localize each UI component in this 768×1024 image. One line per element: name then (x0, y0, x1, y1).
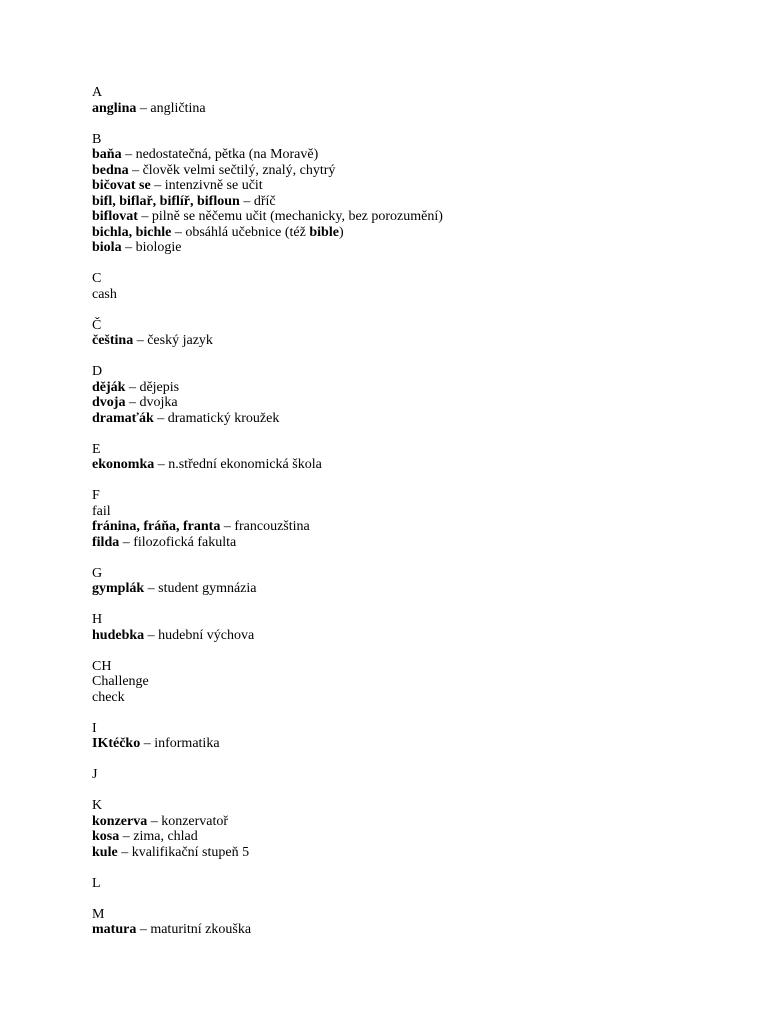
glossary-section (92, 85, 768, 116)
entry-definition: check (92, 689, 125, 705)
glossary-entry (92, 240, 768, 256)
entry-definition: – filozofická fakulta (119, 534, 237, 550)
section-letter: H (92, 612, 103, 627)
entry-definition: – biologie (121, 240, 182, 255)
entry-definition: – hudební výchova (144, 627, 255, 643)
glossary-entry (92, 457, 768, 473)
glossary-entry (92, 225, 768, 241)
section-letter: D (92, 364, 103, 379)
glossary-section (92, 721, 768, 752)
glossary-section (92, 566, 768, 597)
glossary-entry (92, 581, 768, 597)
entry-term: biflovat (92, 209, 138, 224)
entry-term: bichla, bichle (92, 224, 172, 240)
entry-term: čeština (92, 333, 134, 348)
section-letter: K (92, 798, 103, 813)
entry-term: bifl, biflař, biflíř, bifloun (92, 193, 240, 209)
glossary-entry (92, 395, 768, 411)
entry-term: biola (92, 240, 122, 255)
glossary-section (92, 907, 768, 938)
glossary-entry (92, 178, 768, 194)
section-letter: M (92, 906, 105, 922)
entry-definition: – člověk velmi sečtilý, znalý, chytrý (128, 162, 336, 178)
glossary-entry (92, 519, 768, 535)
entry-term: ekonomka (92, 457, 155, 472)
glossary-section (92, 318, 768, 349)
entry-term: dramaťák (92, 410, 154, 426)
entry-definition: – informatika (140, 736, 220, 751)
glossary-entry (92, 829, 768, 845)
entry-term: IKtéčko (92, 736, 141, 751)
glossary-section (92, 488, 768, 550)
glossary-entry (92, 163, 768, 179)
glossary-section (92, 612, 768, 643)
glossary-entry (92, 535, 768, 551)
glossary-section (92, 442, 768, 473)
glossary-section (92, 364, 768, 426)
glossary-entry (92, 922, 768, 938)
glossary-entry (92, 194, 768, 210)
entry-definition: – n.střední ekonomická škola (154, 457, 322, 472)
entry-term: gymplák (92, 581, 145, 596)
entry-definition: – nedostatečná, pětka (na Moravě) (121, 147, 319, 162)
entry-term: konzerva (92, 813, 148, 829)
section-letter: I (92, 720, 97, 736)
glossary-section (92, 798, 768, 860)
section-letter: CH (92, 658, 112, 674)
entry-term: hudebka (92, 627, 145, 643)
section-letter: E (92, 441, 101, 457)
entry-term: baňa (92, 147, 122, 162)
entry-definition: Challenge (92, 674, 149, 689)
entry-term: anglina (92, 100, 137, 116)
section-letter: F (92, 488, 100, 503)
entry-term: kosa (92, 829, 120, 844)
entry-term: kule (92, 844, 118, 860)
entry-term: fránina, fráňa, franta (92, 519, 221, 534)
section-letter: Č (92, 317, 102, 333)
glossary-entry (92, 504, 768, 520)
entry-definition: – obsáhlá učebnice (též (171, 224, 310, 240)
glossary-section (92, 659, 768, 706)
entry-term: matura (92, 922, 137, 937)
entry-definition: – český jazyk (133, 333, 213, 348)
entry-definition: – student gymnázia (144, 581, 257, 596)
entry-definition: – dříč (239, 193, 276, 209)
section-letter: G (92, 565, 103, 581)
glossary-entry (92, 814, 768, 830)
entry-definition: – pilně se něčemu učit (mechanicky, bez porozumění) (137, 209, 443, 224)
glossary-section (92, 767, 768, 783)
section-letter: L (92, 875, 101, 891)
entry-definition: – kvalifikační stupeň 5 (117, 844, 250, 860)
glossary-entry (92, 333, 768, 349)
entry-term: dvoja (92, 395, 126, 410)
glossary-entry (92, 101, 768, 117)
glossary-section (92, 132, 768, 256)
entry-definition: – angličtina (136, 100, 206, 116)
entry-definition: – maturitní zkouška (136, 922, 252, 937)
entry-definition: cash (92, 286, 117, 302)
entry-term: bedna (92, 162, 129, 178)
glossary-section (92, 271, 768, 302)
glossary-entry (92, 209, 768, 225)
glossary-entry (92, 287, 768, 303)
entry-definition: – dramatický kroužek (153, 410, 280, 426)
glossary-entry (92, 411, 768, 427)
entry-definition: ) (338, 224, 344, 240)
glossary-section (92, 876, 768, 892)
entry-definition: – dvojka (125, 395, 178, 410)
section-letter: A (92, 85, 103, 100)
entry-term: děják (92, 379, 126, 395)
glossary-entry (92, 628, 768, 644)
glossary-entry (92, 845, 768, 861)
entry-definition: – dějepis (125, 379, 180, 395)
entry-definition: – zima, chlad (119, 829, 198, 844)
entry-term: bible (309, 224, 339, 240)
entry-definition: – intenzivně se učit (150, 178, 263, 193)
section-letter: J (92, 767, 98, 782)
glossary-entry (92, 147, 768, 163)
section-letter: B (92, 131, 102, 147)
glossary-entry (92, 380, 768, 396)
entry-definition: – konzervatoř (147, 813, 229, 829)
glossary-entry (92, 690, 768, 706)
entry-term: bičovat se (92, 178, 151, 193)
glossary-entry (92, 674, 768, 690)
section-letter: C (92, 271, 102, 286)
glossary-entry (92, 736, 768, 752)
entry-definition: – francouzština (220, 519, 310, 534)
entry-term: filda (92, 534, 120, 550)
entry-definition: fail (92, 503, 111, 519)
